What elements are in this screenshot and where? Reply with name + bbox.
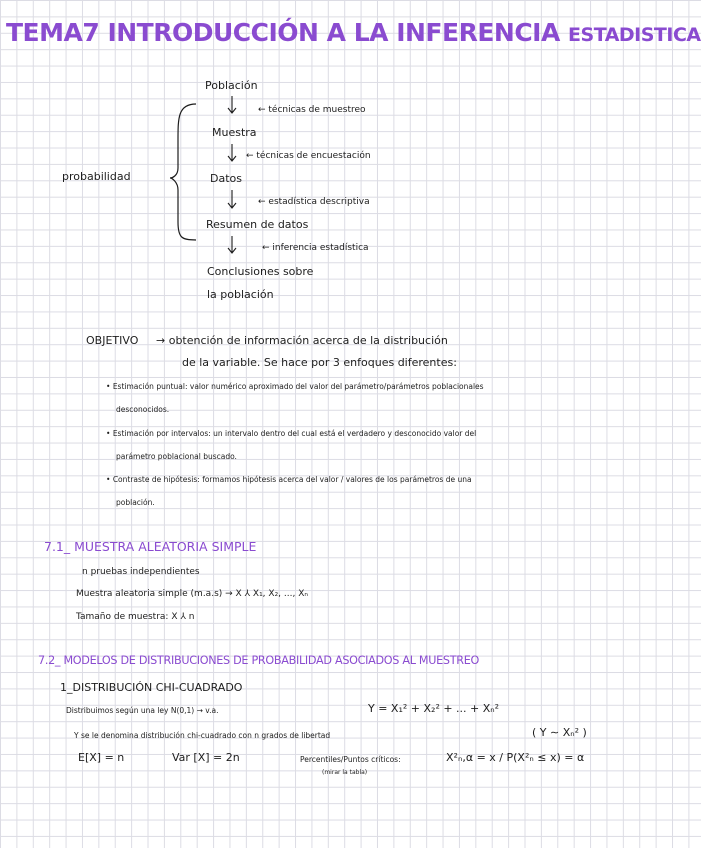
chi-table-note: (mirar la tabla) [322, 769, 368, 776]
section-71-heading: 7.1_ MUESTRA ALEATORIA SIMPLE [44, 539, 257, 554]
down-arrow-4 [228, 236, 236, 253]
bullet-3-text: formamos hipótesis acerca del valor / valores de los parámetros de una [202, 475, 472, 484]
title-tail: ESTADISTICA [568, 24, 701, 46]
bullet-3-head: Contraste de hipótesis: [112, 475, 200, 484]
bullet-1: • Estimación puntual: valor numérico aproximado del valor del parámetro/parámetros poblacionales [106, 382, 484, 391]
bullet-1-text: valor numérico aproximado del valor del parámetro/parámetros poblacionales [189, 382, 484, 391]
bullet-1-head: Estimación puntual: [112, 382, 188, 391]
section-71-line1: n pruebas independientes [82, 567, 200, 577]
chi-line2-formula: ( Y ∼ Xₙ² ) [532, 726, 587, 739]
objective-label: OBJETIVO [86, 334, 139, 347]
flow-side-label: probabilidad [62, 170, 131, 183]
bullet-2-cont: parámetro poblacional buscado. [116, 452, 237, 461]
chi-line1-formula: Y = X₁² + X₂² + ... + Xₙ² [368, 702, 500, 715]
flow-arrow-muestreo: ← técnicas de muestreo [258, 105, 366, 115]
section-71-line2: Muestra aleatoria simple (m.a.s) → X ⅄ X₁, X₂, ..., Xₙ [76, 589, 308, 599]
bullet-1-cont: desconocidos. [116, 405, 170, 414]
section-71-line3: Tamaño de muestra: X ⅄ n [76, 612, 195, 622]
objective-line1: → obtención de información acerca de la distribución [156, 334, 448, 347]
chi-percentile-formula: X²ₙ,α = x / P(X²ₙ ≤ x) = α [446, 751, 585, 764]
flow-step-poblacion-final: la población [207, 288, 274, 301]
flow-step-datos: Datos [210, 172, 242, 185]
flow-arrow-descriptiva: ← estadística descriptiva [258, 197, 370, 207]
flow-step-conclusiones: Conclusiones sobre [207, 265, 314, 278]
chi-line1-text: Distribuimos según una ley N(0,1) → v.a. [66, 706, 219, 715]
section-72-heading: 7.2_ MODELOS DE DISTRIBUCIONES DE PROBABILIDAD ASOCIADOS AL MUESTREO [38, 654, 479, 667]
section-72-subheading: 1_DISTRIBUCIÓN CHI-CUADRADO [60, 681, 243, 694]
objective-line2: de la variable. Se hace por 3 enfoques diferentes: [182, 356, 457, 369]
bullet-3: • Contraste de hipótesis: formamos hipótesis acerca del valor / valores de los parámetros de una [106, 475, 472, 484]
chi-mean: E[X] = n [78, 751, 125, 764]
bullet-3-cont: población. [116, 498, 155, 507]
flow-step-muestra: Muestra [212, 126, 257, 139]
down-arrow-3 [228, 190, 236, 208]
bullet-2-text: un intervalo dentro del cual está el verdadero y desconocido valor del [213, 429, 477, 438]
bullet-2-head: Estimación por intervalos: [112, 429, 211, 438]
chi-variance: Var [X] = 2n [172, 751, 240, 764]
title-main: TEMA7 INTRODUCCIÓN A LA INFERENCIA [6, 18, 560, 47]
flow-step-resumen: Resumen de datos [206, 218, 309, 231]
chi-line2-text: Y se le denomina distribución chi-cuadrado con n grados de libertad [74, 731, 331, 740]
bullet-2: • Estimación por intervalos: un intervalo dentro del cual está el verdadero y desconocido valor del [106, 429, 477, 438]
chi-percentile-label: Percentiles/Puntos críticos: [300, 755, 401, 764]
flow-step-poblacion: Población [205, 79, 258, 92]
flow-arrow-inferencia: ← inferencia estadística [262, 243, 369, 253]
down-arrow-1 [228, 96, 236, 113]
flow-arrow-encuestacion: ← técnicas de encuestación [246, 151, 371, 161]
down-arrow-2 [228, 144, 236, 161]
brace [170, 104, 196, 240]
